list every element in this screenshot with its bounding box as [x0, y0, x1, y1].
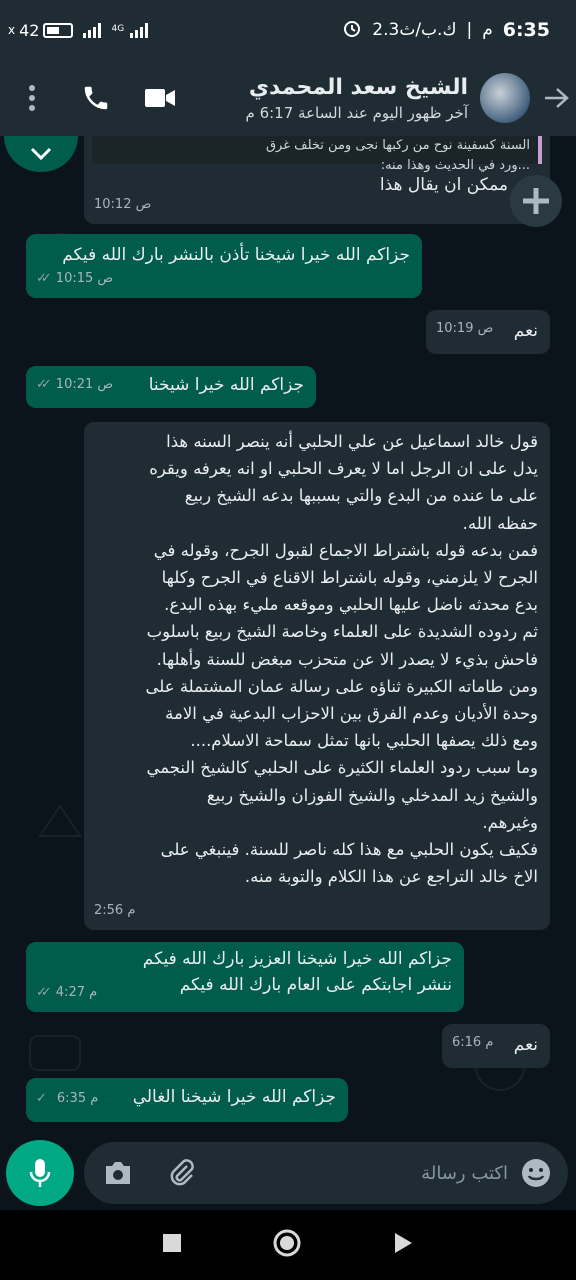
message-incoming[interactable]: [426, 310, 550, 354]
message-text-line: الاخ خالد التراجع عن هذا الكلام والتوبة منه.: [244, 867, 538, 887]
composer: [0, 1140, 576, 1210]
back-arrow-icon[interactable]: [536, 60, 576, 136]
data-speed: 2.3ك.ب/ث: [372, 20, 457, 40]
message-input[interactable]: [228, 1142, 508, 1204]
message-text-line: فكيف يكون الحلبي مع هذا كله ناصر للسنة. فينبغي على: [160, 840, 538, 860]
message-meta: [36, 980, 97, 1006]
message-incoming[interactable]: [442, 1024, 550, 1068]
message-outgoing[interactable]: [26, 234, 422, 298]
message-meta: [94, 192, 151, 218]
message-text: جزاكم الله خيرا شيخنا تأذن بالنشر بارك الله فيكم: [62, 245, 410, 265]
message-text-line: والشيخ زيد المدخلي والشيخ الفوزان والشيخ ربيع: [206, 785, 538, 805]
message-text: [94, 428, 538, 890]
message-text: نعم: [513, 1035, 538, 1055]
phone-icon[interactable]: [64, 60, 128, 136]
message-time: 6:35 م: [56, 1091, 99, 1106]
message-text-line: فاحش بذيء لا يصدر الا عن متحزب مبغض للسنة وأهلها.: [156, 649, 538, 669]
message-time: 6:16 م: [452, 1035, 494, 1050]
message-meta: [36, 372, 113, 398]
message-time: 2:56 م: [94, 902, 136, 918]
message-time: 4:27 م: [55, 985, 98, 1000]
message-text-line: وغيرهم.: [482, 812, 538, 832]
message-incoming[interactable]: [84, 422, 550, 930]
message-text-line: بدع محدثه ناضل عليها الحلبي وموقعه مليء بهذه البدع.: [164, 595, 538, 615]
message-incoming[interactable]: [84, 136, 550, 224]
message-text-line: قول خالد اسماعيل عن علي الحلبي أنه ينصر السنه هذا: [166, 432, 538, 451]
battery-x-icon: x: [8, 23, 16, 37]
message-text-line: وما سبب ردود العلماء الكثيرة على الحلبي كالشيخ النجمي: [146, 758, 538, 778]
message-text: جزاكم الله خيرا شيخنا الغالي: [132, 1087, 336, 1107]
chat-area[interactable]: [0, 136, 576, 1140]
last-seen-status: آخر ظهور اليوم عند الساعة 6:17 م: [245, 103, 468, 122]
message-text-line: ومن طاماته الكبيرة ثناؤه على رسالة عمان المشتملة على: [145, 676, 538, 696]
contact-info[interactable]: [192, 75, 480, 122]
mic-icon: [29, 1158, 51, 1188]
message-meta: [36, 266, 113, 292]
message-time: 10:21 ص: [55, 377, 114, 392]
double-check-icon: ✓✓: [36, 271, 46, 286]
message-text-line: ننشر اجابتكم على العام بارك الله فيكم: [179, 975, 452, 995]
message-time: 10:19 ص: [436, 321, 494, 336]
am-pm: م: [482, 20, 493, 40]
message-time: 10:15 ص: [55, 271, 114, 286]
network-type: 4G: [111, 23, 125, 34]
message-outgoing[interactable]: [26, 942, 464, 1012]
clock: 6:35: [502, 19, 550, 41]
attach-icon[interactable]: [164, 1142, 200, 1204]
more-vert-icon[interactable]: [0, 60, 64, 136]
message-text: نعم: [513, 321, 538, 341]
message-text-line: يدل على ان الرجل اما لا يعرف الحلبي او انه يعرفه ويقره: [149, 459, 538, 479]
message-meta: [452, 1030, 493, 1056]
message-input-box: [84, 1142, 568, 1204]
alarm-icon: [342, 18, 362, 43]
add-button[interactable]: [510, 175, 562, 227]
camera-icon[interactable]: [100, 1142, 136, 1204]
chat-header: [0, 60, 576, 136]
chevron-down-icon: [29, 146, 53, 162]
emoji-icon[interactable]: [518, 1142, 554, 1204]
battery-icon: [43, 23, 73, 38]
battery-indicator: [8, 21, 73, 40]
message-text: جزاكم الله خيرا شيخنا: [148, 375, 304, 395]
back-icon[interactable]: [393, 1232, 413, 1258]
double-check-icon: ✓✓: [36, 377, 46, 392]
message-text-line: فمن بدعه قوله باشتراط الاجماع لقبول الجرح، وقوله في: [153, 540, 538, 560]
message-text-line: ومع ذلك يصفها الحلبي بانها تمثل سماحة الاسلام....: [190, 731, 538, 751]
message-text-line: جزاكم الله خيرا شيخنا العزيز بارك الله فيكم: [142, 949, 452, 969]
message-text-line: الجرح لا يلزمني، وقوله باشتراط الاقناع في الجرح وكلها: [161, 568, 538, 588]
message-meta: [94, 897, 135, 924]
message-text-line: حفظه الله.: [462, 513, 538, 533]
video-call-icon[interactable]: [128, 60, 192, 136]
message-text-line: وحدة الأديان وعدم الفرق بين الاحزاب البدعية في الامة: [165, 704, 538, 724]
quote-line: السنة كسفينة نوح من ركبها نجى ومن تخلف غرق: [265, 138, 530, 153]
contact-name: الشيخ سعد المحمدي: [248, 74, 468, 100]
message-meta: [36, 1086, 98, 1112]
message-text-line: ثم ردوده الشديدة على العلماء وخاصة الشيخ ربيع باسلوب: [146, 622, 538, 642]
recents-icon[interactable]: [163, 1234, 181, 1256]
double-check-icon: ✓✓: [36, 985, 46, 1000]
message-outgoing[interactable]: [26, 366, 316, 408]
status-right: [342, 18, 550, 43]
system-nav-bar: [0, 1210, 576, 1280]
mic-button[interactable]: [6, 1140, 74, 1206]
plus-icon: [519, 184, 553, 218]
divider-bar: |: [466, 20, 473, 40]
quoted-message[interactable]: [92, 136, 542, 173]
signal-icon: [83, 22, 101, 38]
status-left: [8, 21, 148, 40]
battery-level: 42: [19, 20, 40, 40]
message-time: 10:12 ص: [94, 197, 152, 212]
message-text-line: على ما عنده من البدع والتي بسببها بدعه الشيخ ربيع: [184, 486, 538, 506]
message-outgoing[interactable]: [26, 1078, 348, 1122]
avatar[interactable]: [480, 73, 530, 123]
message-meta: [436, 316, 493, 342]
home-icon[interactable]: [273, 1229, 301, 1261]
signal-icon-2: [130, 22, 148, 38]
message-text: ممكن ان يقال هذا: [379, 175, 508, 195]
single-check-icon: ✓: [36, 1091, 47, 1106]
status-bar: [0, 0, 576, 60]
quote-line: ...ورد في الحديث وهذا منه:: [380, 158, 530, 173]
